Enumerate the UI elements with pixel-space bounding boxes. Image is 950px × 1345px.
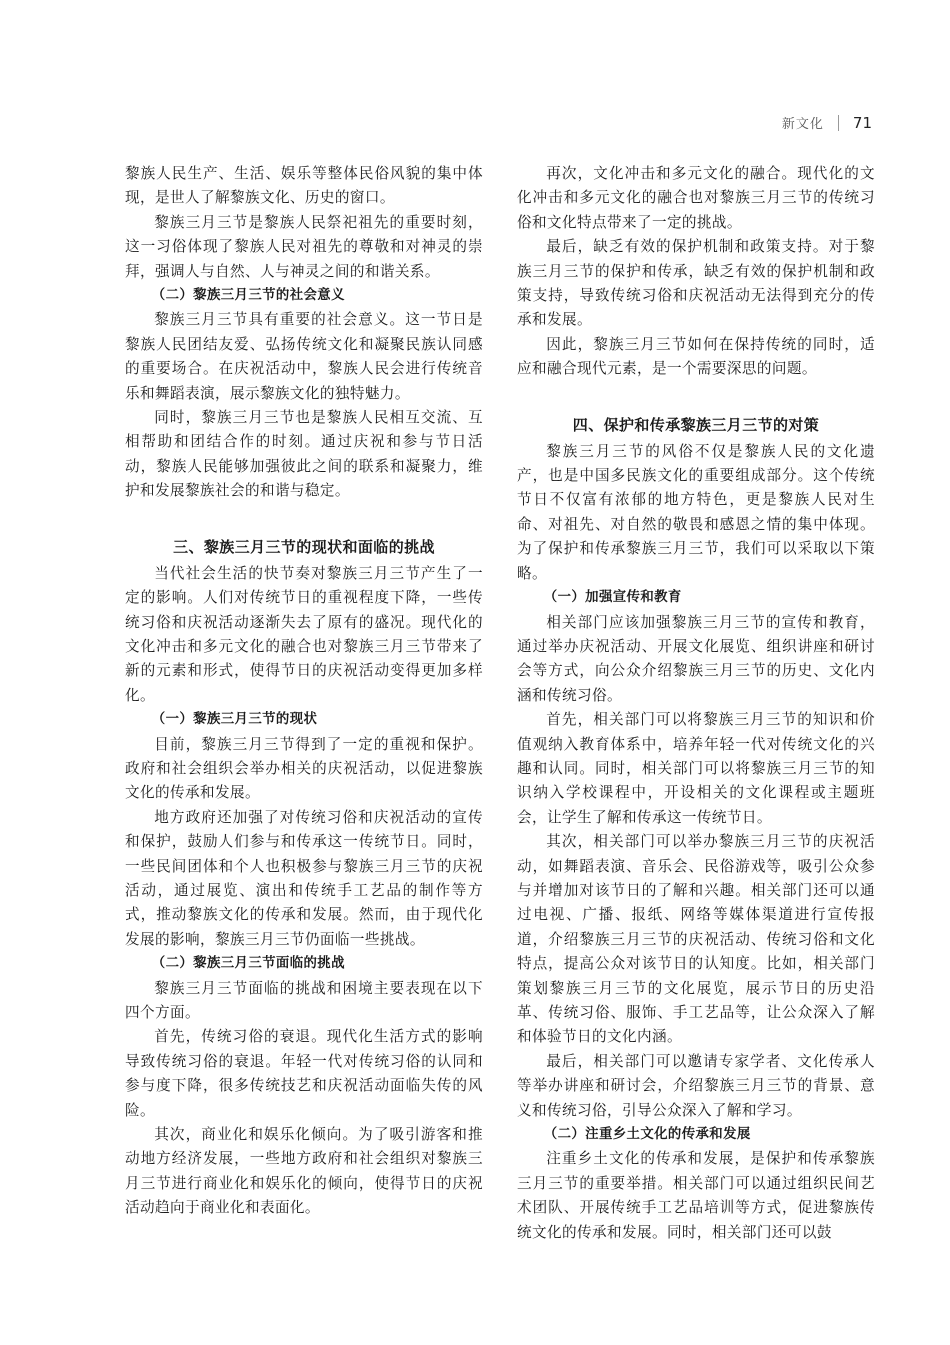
paragraph: 黎族人民生产、生活、娱乐等整体民俗风貌的集中体现，是世人了解黎族文化、历史的窗口。: [125, 165, 483, 207]
header-divider: [838, 115, 839, 131]
left-column: [125, 162, 483, 1221]
paragraph: 首先，传统习俗的衰退。现代化生活方式的影响导致传统习俗的衰退。年轻一代对传统习俗的认同和参与度下降，很多传统技艺和庆祝活动面临失传的风险。: [125, 1028, 483, 1119]
running-header: [782, 113, 872, 132]
paragraph: 最后，缺乏有效的保护机制和政策支持。对于黎族三月三节的保护和传承，缺乏有效的保护机制和政策支持，导致传统习俗和庆祝活动无法得到充分的传承和发展。: [517, 238, 875, 329]
paragraph: 首先，相关部门可以将黎族三月三节的知识和价值观纳入教育体系中，培养年轻一代对传统文化的兴趣和认同。同时，相关部门可以将黎族三月三节的知识纳入学校课程中，开设相关的文化课程或主题班会，让学生了解和传承这一传统节日。: [517, 711, 875, 826]
subsection-heading: （一）加强宣传和教育: [543, 590, 682, 606]
subsection-heading: （二）黎族三月三节面临的挑战: [151, 956, 345, 972]
paragraph: 最后，相关部门可以邀请专家学者、文化传承人等举办讲座和研讨会，介绍黎族三月三节的背景、意义和传统习俗，引导公众深入了解和学习。: [517, 1052, 875, 1119]
paragraph: 地方政府还加强了对传统习俗和庆祝活动的宣传和保护，鼓励人们参与和传承这一传统节日。同时，一些民间团体和个人也积极参与黎族三月三节的庆祝活动，通过展览、演出和传统手工艺品的制作等方式，推动黎族文化的传承和发展。然而，由于现代化发展的影响，黎族三月三节仍面临一些挑战。: [125, 808, 483, 948]
subsection-heading: （一）黎族三月三节的现状: [151, 712, 318, 728]
paragraph: 黎族三月三节的风俗不仅是黎族人民的文化遗产，也是中国多民族文化的重要组成部分。这个传统节日不仅富有浓郁的地方特色，更是黎族人民对生命、对祖先、对自然的敬畏和感恩之情的集中体现。为了保护和传承黎族三月三节，我们可以采取以下策略。: [517, 442, 875, 582]
paragraph: 相关部门应该加强黎族三月三节的宣传和教育，通过举办庆祝活动、开展文化展览、组织讲座和研讨会等方式，向公众介绍黎族三月三节的历史、文化内涵和传统习俗。: [517, 613, 875, 704]
right-column: [517, 162, 875, 1245]
journal-section-name: 新文化: [781, 117, 824, 132]
page-number: 71: [852, 113, 872, 132]
paragraph: 因此，黎族三月三节如何在保持传统的同时，适应和融合现代元素，是一个需要深思的问题。: [517, 335, 875, 378]
paragraph: 黎族三月三节具有重要的社会意义。这一节日是黎族人民团结友爱、弘扬传统文化和凝聚民族认同感的重要场合。在庆祝活动中，黎族人民会进行传统音乐和舞蹈表演，展示黎族文化的独特魅力。: [125, 311, 483, 402]
paragraph: 黎族三月三节是黎族人民祭祀祖先的重要时刻，这一习俗体现了黎族人民对祖先的尊敬和对神灵的崇拜，强调人与自然、人与神灵之间的和谐关系。: [125, 213, 483, 280]
paragraph: 注重乡土文化的传承和发展，是保护和传承黎族三月三节的重要举措。相关部门可以通过组织民间艺术团队、开展传统手工艺品培训等方式，促进黎族传统文化的传承和发展。同时，相关部门还可以鼓: [517, 1150, 875, 1241]
subsection-heading: （二）注重乡土文化的传承和发展: [543, 1127, 751, 1143]
paragraph: 其次，商业化和娱乐化倾向。为了吸引游客和推动地方经济发展，一些地方政府和社会组织对黎族三月三节进行商业化和娱乐化的倾向，使得节日的庆祝活动趋向于商业化和表面化。: [125, 1126, 483, 1217]
paragraph: 其次，相关部门可以举办黎族三月三节的庆祝活动，如舞蹈表演、音乐会、民俗游戏等，吸引公众参与并增加对该节日的了解和兴趣。相关部门还可以通过电视、广播、报纸、网络等媒体渠道进行宣传报道，介绍黎族三月三节的庆祝活动、传统习俗和文化特点，提高公众对该节日的认知度。比如，相关部门策划黎族三月三节的文化展览，展示节日的历史沿革、传统习俗、服饰、手工艺品等，让公众深入了解和体验节日的文化内涵。: [517, 833, 875, 1046]
paragraph: 黎族三月三节面临的挑战和困境主要表现在以下四个方面。: [125, 979, 483, 1021]
section-heading: 三、黎族三月三节的现状和面临的挑战: [173, 537, 435, 556]
paragraph: 同时，黎族三月三节也是黎族人民相互交流、互相帮助和团结合作的时刻。通过庆祝和参与节日活动，黎族人民能够加强彼此之间的联系和凝聚力，维护和发展黎族社会的和谐与稳定。: [125, 409, 483, 500]
paragraph: 再次，文化冲击和多元文化的融合。现代化的文化冲击和多元文化的融合也对黎族三月三节的传统习俗和文化特点带来了一定的挑战。: [517, 165, 875, 231]
paragraph: 目前，黎族三月三节得到了一定的重视和保护。政府和社会组织会举办相关的庆祝活动，以促进黎族文化的传承和发展。: [125, 735, 483, 802]
section-heading: 四、保护和传承黎族三月三节的对策: [572, 415, 820, 434]
subsection-heading: （二）黎族三月三节的社会意义: [151, 288, 345, 304]
paragraph: 当代社会生活的快节奏对黎族三月三节产生了一定的影响。人们对传统节日的重视程度下降，一些传统习俗和庆祝活动逐渐失去了原有的盛况。现代化的文化冲击和多元文化的融合也对黎族三月三节带来了新的元素和形式，使得节日的庆祝活动变得更加多样化。: [125, 564, 483, 704]
